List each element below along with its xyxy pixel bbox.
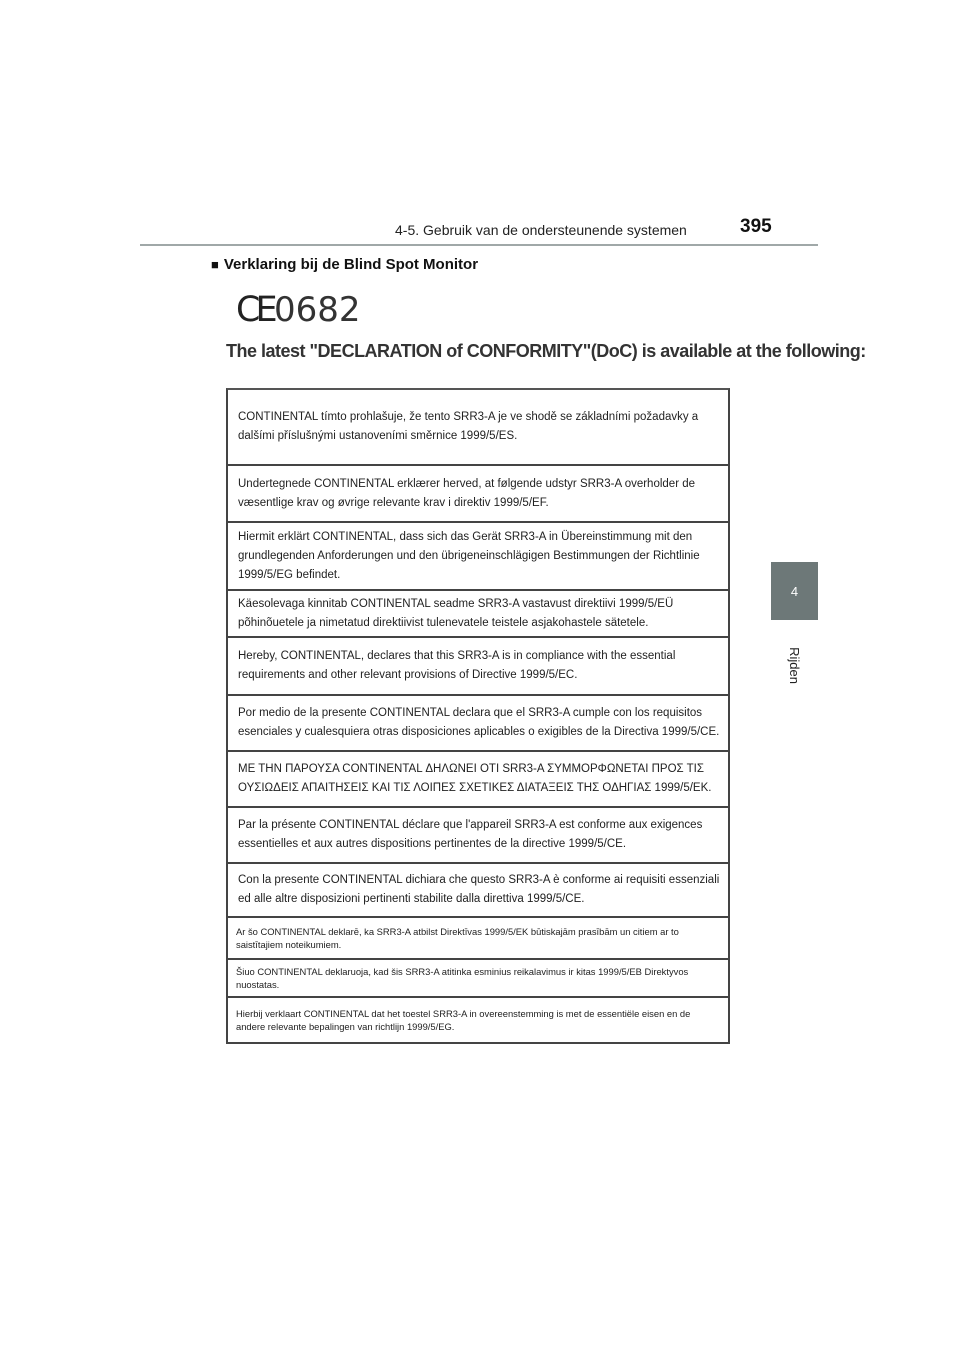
- square-bullet-icon: ■: [211, 257, 219, 272]
- section-heading: [211, 256, 478, 273]
- notified-body-number: 0682: [274, 290, 361, 330]
- declaration-english: Hereby, CONTINENTAL, declares that this SRR3-A is in compliance with the essential requirements and other relevant provisions of Directive 1999/5/EC.: [228, 638, 728, 696]
- page-number: 395: [740, 216, 772, 237]
- chapter-side-label: [773, 640, 815, 690]
- declaration-lithuanian: Šiuo CONTINENTAL deklaruoja, kad šis SRR3-A atitinka esminius reikalavimus ir kitas 1999/5/EB Direktyvos nuostatas.: [228, 960, 728, 998]
- declaration-greek: ΜΕ ΤΗΝ ΠΑΡΟΥΣΑ CONTINENTAL ΔΗΛΩΝΕΙ ΟΤΙ SRR3-A ΣΥΜΜΟΡΦΩΝΕΤΑΙ ΠΡΟΣ ΤΙΣ ΟΥΣΙΩΔΕΙΣ ΑΠΑΙΤΗΣΕΙΣ ΚΑΙ ΤΙΣ ΛΟΙΠΕΣ ΣΧΕΤΙΚΕΣ ΔΙΑΤΑΞΕΙΣ ΤΗΣ ΟΔΗΓΙΑΣ 1999/5/ΕΚ.: [228, 752, 728, 808]
- declaration-german: Hiermit erklärt CONTINENTAL, dass sich das Gerät SRR3-A in Übereinstimmung mit den grundlegenden Anforderungen und den übrigeneinschlägigen Bestimmungen der Richtlinie 1999/5/EG befindet.: [228, 523, 728, 591]
- declarations-table: [226, 388, 730, 1044]
- declaration-czech: CONTINENTAL tímto prohlašuje, že tento SRR3-A je ve shodě se základními požadavky a dalšími příslušnými ustanoveními směrnice 1999/5/ES.: [228, 390, 728, 466]
- declaration-of-conformity-note: The latest "DECLARATION of CONFORMITY"(DoC) is available at the following:: [226, 341, 866, 361]
- declaration-italian: Con la presente CONTINENTAL dichiara che questo SRR3-A è conforme ai requisiti essenziali ed alle altre disposizioni pertinenti stabilite dalla direttiva 1999/5/CE.: [228, 864, 728, 918]
- declaration-spanish: Por medio de la presente CONTINENTAL declara que el SRR3-A cumple con los requisitos esenciales y cualesquiera otras disposiciones aplicables o exigibles de la Directiva 1999/5/CE.: [228, 696, 728, 752]
- chapter-tab[interactable]: 4: [771, 562, 818, 620]
- chapter-section-title: 4-5. Gebruik van de ondersteunende systemen: [395, 222, 687, 238]
- declaration-estonian: Käesolevaga kinnitab CONTINENTAL seadme SRR3-A vastavust direktiivi 1999/5/EÜ põhinõuetele ja nimetatud direktiivist tulenevatele teistele asjakohastele sätetele.: [228, 591, 728, 638]
- declaration-dutch: Hierbij verklaart CONTINENTAL dat het toestel SRR3-A in overeenstemming is met de essentiële eisen en de andere relevante bepalingen van richtlijn 1999/5/EG.: [228, 998, 728, 1044]
- declaration-french: Par la présente CONTINENTAL déclare que l'appareil SRR3-A est conforme aux exigences essentielles et aux autres dispositions pertinentes de la directive 1999/5/CE.: [228, 808, 728, 864]
- ce-mark-logo: CE: [236, 290, 273, 330]
- declaration-latvian: Ar šo CONTINENTAL deklarē, ka SRR3-A atbilst Direktīvas 1999/5/EK būtiskajām prasībām un citiem ar to saistītajiem noteikumiem.: [228, 918, 728, 960]
- section-heading-text: Verklaring bij de Blind Spot Monitor: [223, 256, 479, 273]
- declaration-danish: Undertegnede CONTINENTAL erklærer herved, at følgende udstyr SRR3-A overholder de væsentlige krav og øvrige relevante krav i direktiv 1999/5/EF.: [228, 466, 728, 523]
- header-divider: [140, 244, 818, 246]
- chapter-side-label-text: Rijden: [786, 646, 802, 684]
